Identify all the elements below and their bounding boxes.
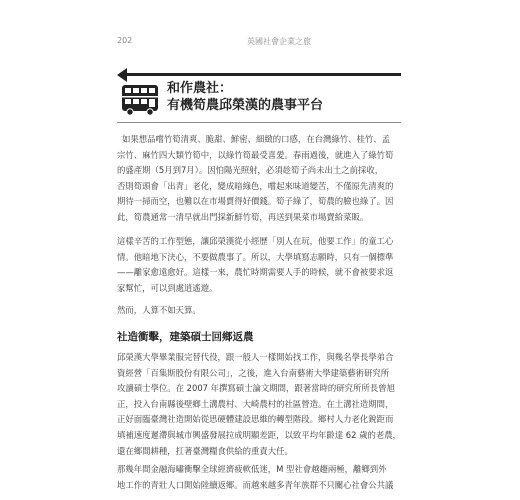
- text-line: 攻讀碩士學位。在 2007 年撰寫碩士論文期間，跟著當時的研究所所長曾旭: [117, 383, 395, 394]
- text-line: 填補速度遲滯與城市興盛發展拉成明顯差距，以致平均年齡達 62 歲的老農，: [117, 429, 401, 440]
- chapter-title: [167, 80, 401, 114]
- paragraph-2: [117, 234, 401, 296]
- text-line: 的盛產期（5月到7月）。因怕陽光照射，必須趁筍子尚未出土之前採收，: [117, 165, 384, 176]
- chapter-title-band: [117, 64, 401, 124]
- text-line: 那幾年間金融海嘯衝擊全球經濟疲軟低迷，M 型社會越趨兩極，離鄉到外: [117, 464, 387, 474]
- text-line: 如果想品嚐竹筍清爽、脆甜、鮮密、細緻的口感，在台灣綠竹、桂竹、孟: [122, 134, 390, 144]
- section-paragraph-1: [117, 350, 401, 459]
- chapter-title-line2: 有機筍農邱榮漢的農事平台: [167, 98, 324, 113]
- text-line: 資經營「百集斯股份有限公司」，之後，進入台南藝術大學建築藝術研究所: [117, 367, 390, 378]
- text-line: 情。他暗地下決心，不要做農事了。所以，大學填寫志願時，只有一個標準: [117, 251, 394, 262]
- section-paragraph-2: [117, 462, 401, 493]
- text-line: 宗竹、麻竹四大類竹筍中，以綠竹筍最受喜愛。春雨過後，就進入了綠竹筍: [117, 149, 394, 160]
- section-heading: 社造衝擊，建築碩士回鄉返農: [117, 331, 254, 343]
- text-line: 地工作的青壯人口開始陸續返鄉。而越來越多青年族群不只關心社會公共議: [117, 479, 394, 490]
- text-line: 此，筍農通常一清早就出門採新鮮竹筍，再送到果菜市場賣給菜販。: [117, 211, 369, 222]
- text-line: 期待一掃而空，也難以在市場賣得好價錢。筍子綠了，筍農的臉也綠了。因: [117, 196, 394, 207]
- text-line: 家幫忙，可以到處逍遙遊。: [117, 282, 218, 293]
- text-line: 還在鄉間耕種，扛著臺灣糧食供給的重責大任。: [117, 445, 293, 456]
- page-header: [117, 36, 401, 48]
- title-top-rule: [121, 73, 401, 76]
- text-line: 邱榮漢大學畢業服完替代役，跟一般人一樣開始找工作，與幾名學長學弟合: [117, 352, 394, 362]
- paragraph-1: [117, 132, 401, 226]
- text-line: ——離家愈遠愈好。這樣一來，農忙時期需要人手的時候，就不會被要求返: [117, 267, 394, 278]
- text-line: 這樣辛苦的工作型態，讓邱榮漢從小經歷「別人在玩，他要工作」的童工心: [117, 236, 394, 246]
- title-bottom-rule: [117, 122, 401, 123]
- chapter-title-line1: 和作農社：: [167, 81, 233, 96]
- text-line: 正好面臨臺灣社造開始從思硬體建設思維的轉型階段。鄉村人力老化銳距而: [117, 414, 394, 425]
- double-decker-bus-icon: [121, 84, 159, 116]
- text-line: 否則筍頭會「出青」老化，變成暗綠色，嚐起來味道變苦，不僅原先清爽的: [117, 180, 394, 191]
- page-number: 202: [117, 36, 133, 45]
- text-line: 然而，人算不如天算。: [117, 305, 201, 315]
- running-title: 英國社會企業之旅: [247, 37, 311, 46]
- text-line: 正，投入台南縣後壁鄉土溝農村、大崎農村的社區營造。在土溝社造期間，: [117, 398, 394, 409]
- paragraph-3: [117, 303, 401, 319]
